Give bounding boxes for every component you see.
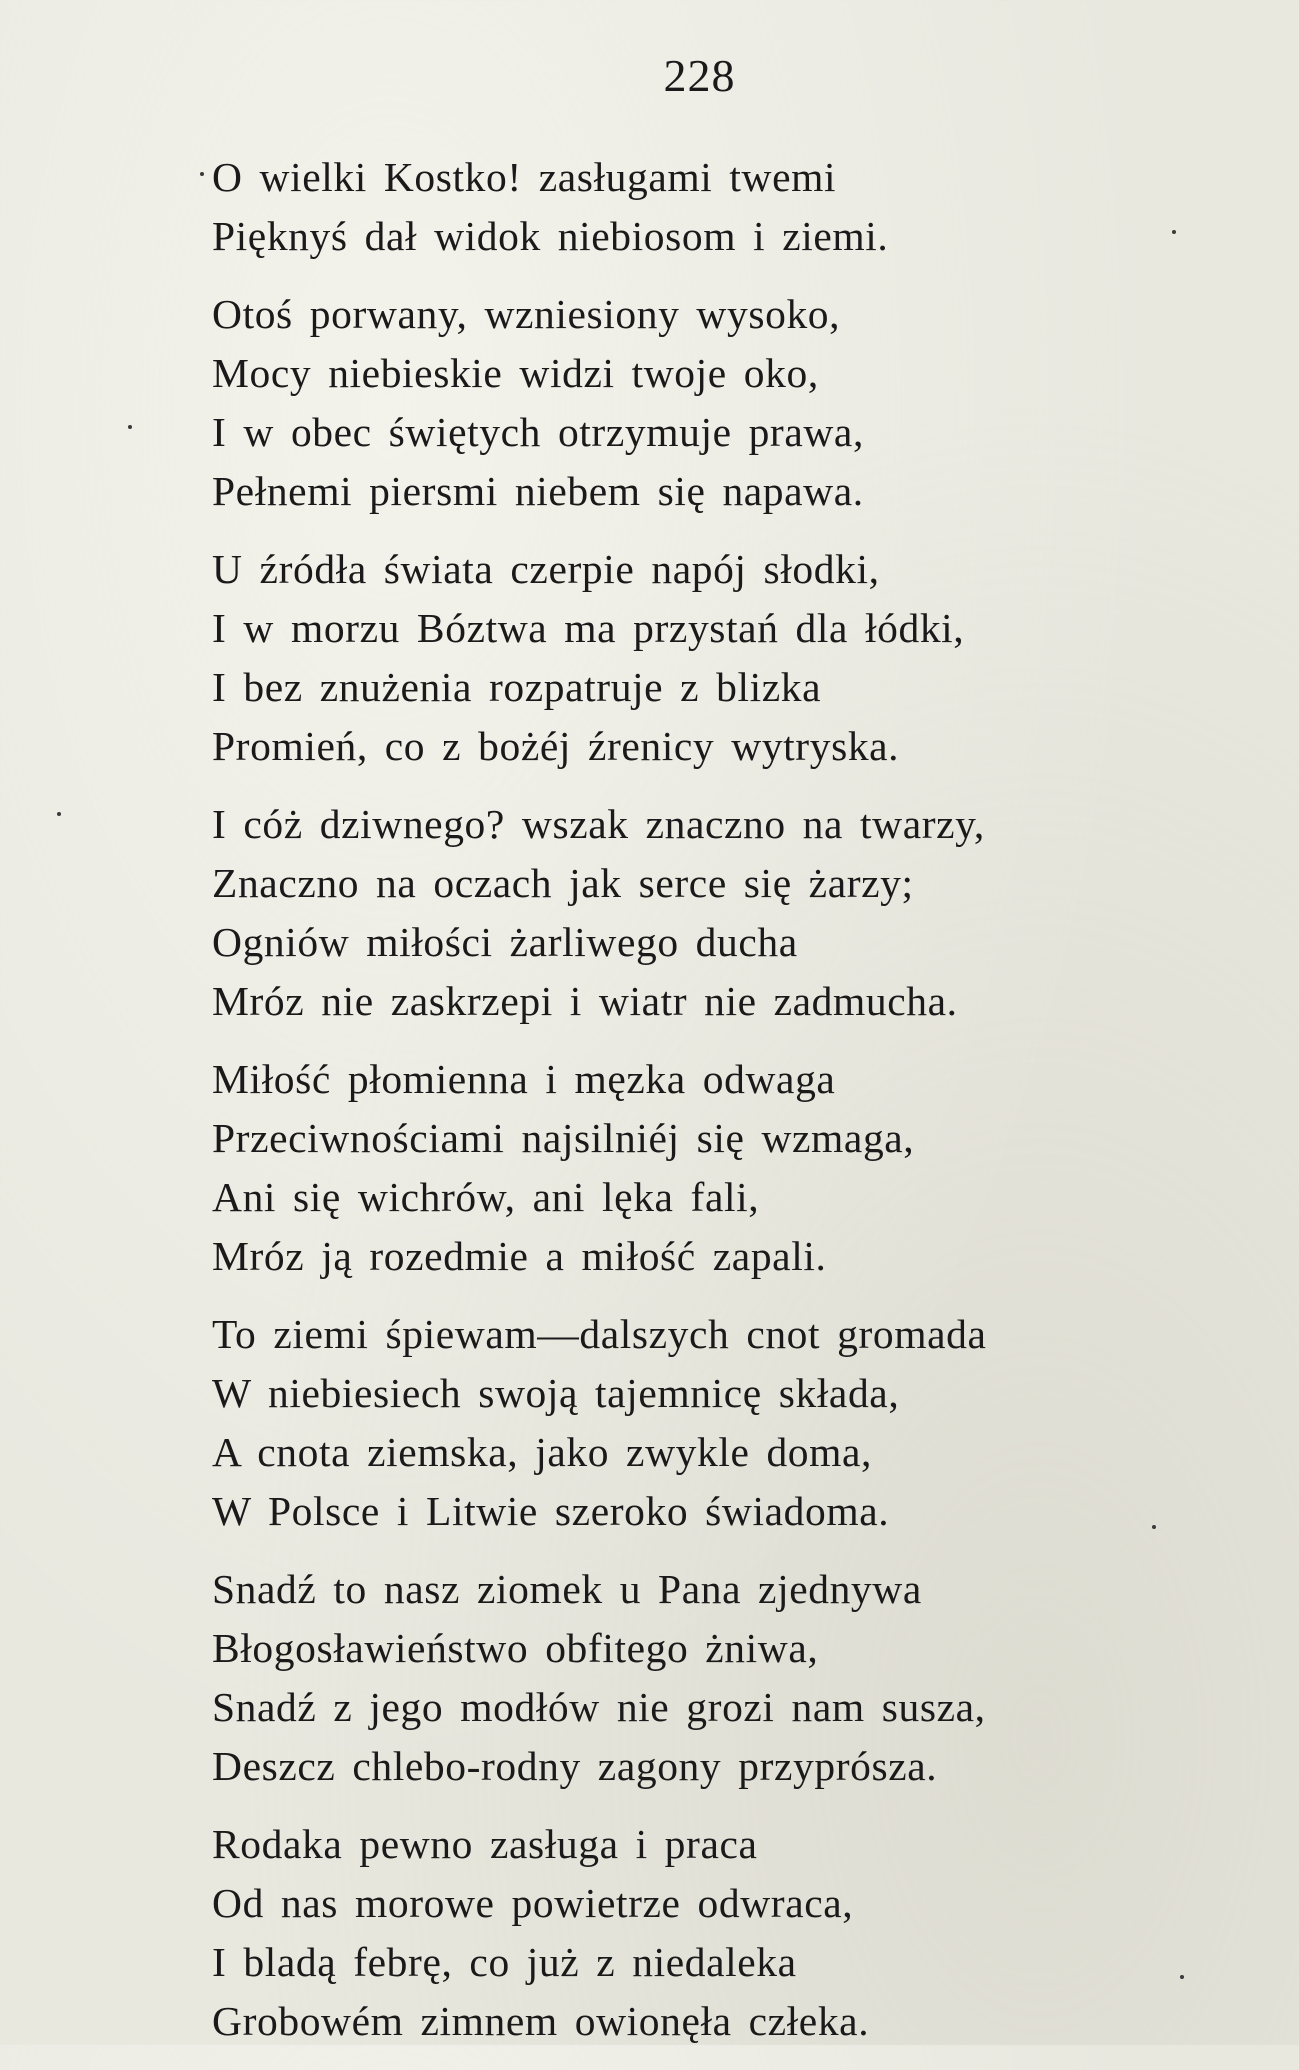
poem-line: W niebiesiech swoją tajemnicę składa, xyxy=(212,1370,900,1416)
stanza-7 xyxy=(212,1560,1212,1796)
page-number: 228 xyxy=(663,50,736,101)
poem-line: I cóż dziwnego? wszak znaczno na twarzy, xyxy=(212,801,985,847)
stanza-4 xyxy=(212,795,1212,1031)
poem-line: Ani się wichrów, ani lęka fali, xyxy=(212,1174,760,1220)
poem-line: Rodaka pewno zasługa i praca xyxy=(212,1821,758,1867)
poem-line: I bez znużenia rozpatruje z blizka xyxy=(212,664,822,710)
poem-line: I bladą febrę, co już z niedaleka xyxy=(212,1939,797,1985)
ink-speck xyxy=(1172,230,1176,234)
poem-line: Ogniów miłości żarliwego ducha xyxy=(212,919,798,965)
ink-speck xyxy=(1180,1975,1184,1979)
poem-line: Mróz nie zaskrzepi i wiatr nie zadmucha. xyxy=(212,978,958,1024)
stanza-5 xyxy=(212,1050,1212,1286)
ink-speck xyxy=(200,172,204,176)
ink-speck xyxy=(57,812,61,816)
poem-line: To ziemi śpiewam—dalszych cnot gromada xyxy=(212,1311,987,1357)
poem-line: Pięknyś dał widok niebiosom i ziemi. xyxy=(212,213,889,259)
poem-line: Mróz ją rozedmie a miłość zapali. xyxy=(212,1233,827,1279)
poem-line: Grobowém zimnem owionęła człeka. xyxy=(212,1998,870,2044)
poem-line: I w obec świętych otrzymuje prawa, xyxy=(212,409,864,455)
ink-speck xyxy=(1152,1525,1156,1529)
poem-line: Snadź to nasz ziomek u Pana zjednywa xyxy=(212,1566,922,1612)
poem-line: Błogosławieństwo obfitego żniwa, xyxy=(212,1625,819,1671)
stanza-8 xyxy=(212,1815,1212,2051)
poem-line: Przeciwnościami najsilniéj się wzmaga, xyxy=(212,1115,915,1161)
ink-speck xyxy=(128,425,132,429)
stanza-6 xyxy=(212,1305,1212,1541)
poem-line: Pełnemi piersmi niebem się napawa. xyxy=(212,468,864,514)
poem-line: W Polsce i Litwie szeroko świadoma. xyxy=(212,1488,890,1534)
poem-line: U źródła świata czerpie napój słodki, xyxy=(212,546,880,592)
poem-line: Snadź z jego modłów nie grozi nam susza, xyxy=(212,1684,986,1730)
poem-line: Otoś porwany, wzniesiony wysoko, xyxy=(212,291,841,337)
poem xyxy=(212,148,1212,2070)
poem-line: Mocy niebieskie widzi twoje oko, xyxy=(212,350,819,396)
poem-line: A cnota ziemska, jako zwykle doma, xyxy=(212,1429,873,1475)
poem-line: O wielki Kostko! zasługami twemi xyxy=(212,154,837,200)
poem-line: I w morzu Bóztwa ma przystań dla łódki, xyxy=(212,605,965,651)
poem-line: Deszcz chlebo-rodny zagony przyprósza. xyxy=(212,1743,938,1789)
stanza-2 xyxy=(212,285,1212,521)
poem-line: Miłość płomienna i męzka odwaga xyxy=(212,1056,836,1102)
poem-line: Promień, co z bożéj źrenicy wytryska. xyxy=(212,723,900,769)
stanza-1 xyxy=(212,148,1212,266)
stanza-3 xyxy=(212,540,1212,776)
poem-line: Znaczno na oczach jak serce się żarzy; xyxy=(212,860,914,906)
poem-line: Od nas morowe powietrze odwraca, xyxy=(212,1880,854,1926)
